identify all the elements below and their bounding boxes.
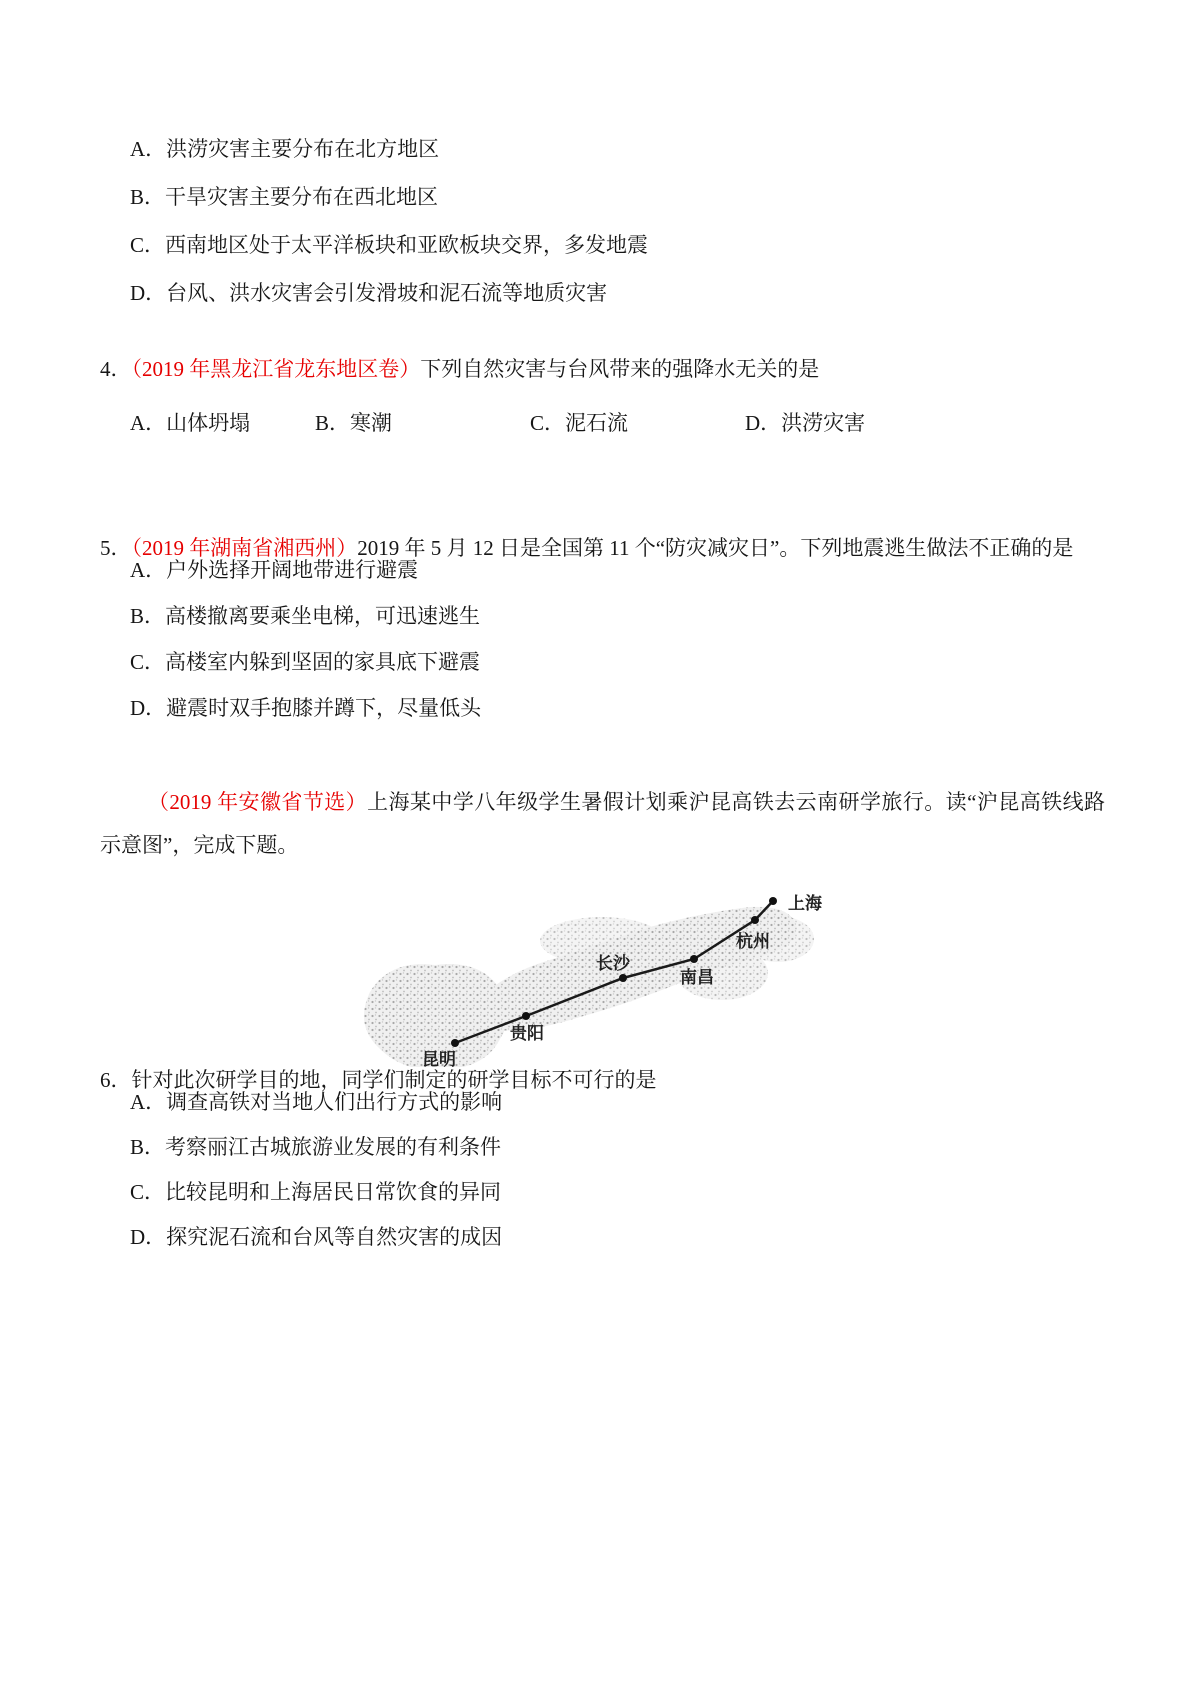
station-dot-nanchang [690, 955, 698, 963]
question5-number: 5． [100, 536, 132, 560]
option-b: B．干旱灾害主要分布在西北地区 [130, 185, 439, 209]
option-d: D．洪涝灾害 [745, 411, 866, 435]
option-d: D．台风、洪水灾害会引发滑坡和泥石流等地质灾害 [130, 281, 608, 305]
question5-options [100, 559, 1105, 719]
question6-options [100, 1091, 1105, 1248]
station-dot-shanghai [769, 897, 777, 905]
question6-number: 6． [100, 1068, 132, 1092]
option-a: A．山体坍塌 [130, 411, 251, 435]
option-c: C．泥石流 [530, 411, 629, 435]
question4-options [100, 412, 1105, 434]
question6-heading [100, 1069, 1105, 1091]
station-dot-hangzhou [751, 916, 759, 924]
option-c: C．比较昆明和上海居民日常饮食的异同 [130, 1180, 502, 1204]
passage-source: （2019 年安徽省节选） [148, 790, 368, 814]
city-label-kunming: 昆明 [422, 1050, 456, 1067]
option-b: B．考察丽江古城旅游业发展的有利条件 [130, 1135, 502, 1159]
option-b: B．高楼撤离要乘坐电梯，可迅速逃生 [130, 604, 481, 628]
question3-options [100, 138, 1105, 304]
option-c: C．高楼室内躲到坚固的家具底下避震 [130, 650, 481, 674]
route-map-figure [350, 867, 840, 1067]
landmass-texture [364, 907, 814, 1067]
question4-source: （2019 年黑龙江省龙东地区卷） [131, 357, 421, 381]
city-label-changsha: 长沙 [596, 954, 630, 973]
city-label-hangzhou: 杭州 [736, 932, 770, 951]
station-dot-changsha [619, 974, 627, 982]
option-d: D．探究泥石流和台风等自然灾害的成因 [130, 1225, 503, 1249]
station-dot-guiyang [522, 1012, 530, 1020]
question5-stem: 2019 年 5 月 12 日是全国第 11 个“防灾减灾日”。下列地震逃生做法不正确的是 [357, 536, 1074, 560]
city-label-guiyang: 贵阳 [510, 1024, 544, 1043]
city-label-shanghai: 上海 [788, 894, 822, 913]
passage [100, 781, 1105, 867]
city-label-nanchang: 南昌 [680, 968, 714, 987]
question5-heading [100, 537, 1105, 559]
question5-source: （2019 年湖南省湘西州） [131, 536, 358, 560]
option-b: B．寒潮 [315, 411, 393, 435]
passage-text: 上海某中学八年级学生暑假计划乘沪昆高铁去云南研学旅行。读“沪昆高铁线路示意图”，完成下题。 [100, 790, 1105, 857]
question4-heading [100, 358, 1105, 380]
option-c: C．西南地区处于太平洋板块和亚欧板块交界，多发地震 [130, 233, 649, 257]
question6-stem: 针对此次研学目的地，同学们制定的研学目标不可行的是 [131, 1068, 657, 1092]
option-a: A．调查高铁对当地人们出行方式的影响 [130, 1090, 503, 1114]
option-a: A．洪涝灾害主要分布在北方地区 [130, 137, 440, 161]
question4-stem: 下列自然灾害与台风带来的强降水无关的是 [420, 357, 820, 381]
question4-number: 4． [100, 357, 132, 381]
route-map [350, 867, 1105, 1067]
option-d: D．避震时双手抱膝并蹲下，尽量低头 [130, 696, 482, 720]
station-dot-kunming [451, 1039, 459, 1047]
option-a: A．户外选择开阔地带进行避震 [130, 558, 419, 582]
